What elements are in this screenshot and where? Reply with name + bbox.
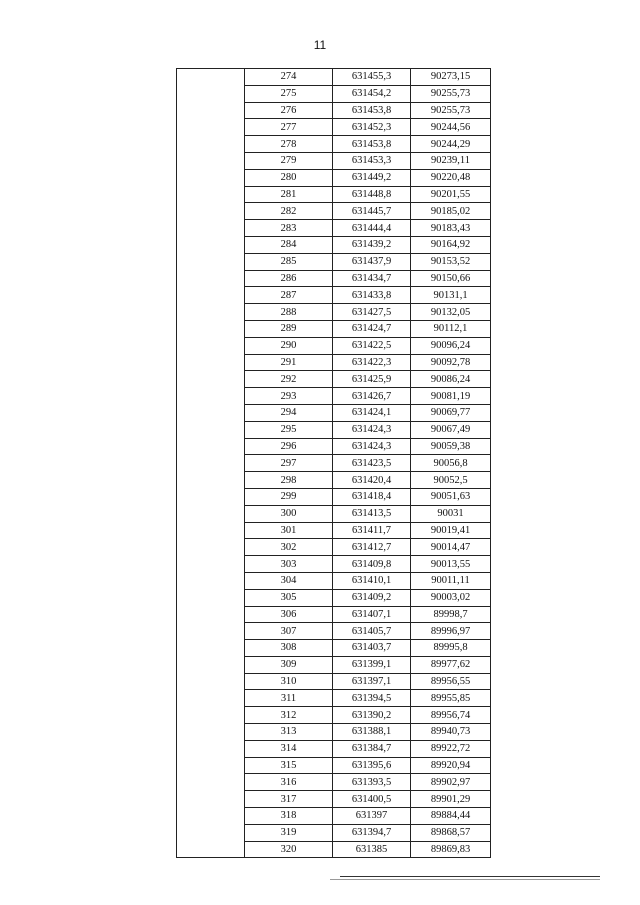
y-coordinate-cell: 89902,97: [411, 774, 491, 791]
x-coordinate-cell: 631397,1: [333, 673, 411, 690]
point-number-cell: 286: [245, 270, 333, 287]
y-coordinate-cell: 89977,62: [411, 656, 491, 673]
y-coordinate-cell: 89955,85: [411, 690, 491, 707]
x-coordinate-cell: 631426,7: [333, 388, 411, 405]
x-coordinate-cell: 631393,5: [333, 774, 411, 791]
x-coordinate-cell: 631425,9: [333, 371, 411, 388]
y-coordinate-cell: 89996,97: [411, 623, 491, 640]
point-number-cell: 304: [245, 572, 333, 589]
point-number-cell: 300: [245, 505, 333, 522]
y-coordinate-cell: 90056,8: [411, 455, 491, 472]
point-number-cell: 303: [245, 556, 333, 573]
x-coordinate-cell: 631445,7: [333, 203, 411, 220]
x-coordinate-cell: 631412,7: [333, 539, 411, 556]
y-coordinate-cell: 90096,24: [411, 337, 491, 354]
x-coordinate-cell: 631444,4: [333, 220, 411, 237]
y-coordinate-cell: 89869,83: [411, 841, 491, 858]
x-coordinate-cell: 631394,5: [333, 690, 411, 707]
y-coordinate-cell: 90150,66: [411, 270, 491, 287]
point-number-cell: 279: [245, 152, 333, 169]
y-coordinate-cell: 90220,48: [411, 169, 491, 186]
y-coordinate-cell: 90019,41: [411, 522, 491, 539]
point-number-cell: 320: [245, 841, 333, 858]
point-number-cell: 275: [245, 85, 333, 102]
point-number-cell: 281: [245, 186, 333, 203]
point-number-cell: 285: [245, 253, 333, 270]
table-row: [177, 69, 491, 86]
point-number-cell: 278: [245, 136, 333, 153]
point-number-cell: 294: [245, 404, 333, 421]
y-coordinate-cell: 90069,77: [411, 404, 491, 421]
y-coordinate-cell: 90183,43: [411, 220, 491, 237]
y-coordinate-cell: 90067,49: [411, 421, 491, 438]
point-number-cell: 277: [245, 119, 333, 136]
x-coordinate-cell: 631400,5: [333, 791, 411, 808]
point-number-cell: 314: [245, 740, 333, 757]
point-number-cell: 292: [245, 371, 333, 388]
x-coordinate-cell: 631452,3: [333, 119, 411, 136]
y-coordinate-cell: 90052,5: [411, 472, 491, 489]
x-coordinate-cell: 631454,2: [333, 85, 411, 102]
y-coordinate-cell: 89940,73: [411, 724, 491, 741]
x-coordinate-cell: 631424,3: [333, 421, 411, 438]
y-coordinate-cell: 90013,55: [411, 556, 491, 573]
point-number-cell: 282: [245, 203, 333, 220]
merged-label-cell: [177, 69, 245, 858]
x-coordinate-cell: 631424,7: [333, 320, 411, 337]
point-number-cell: 280: [245, 169, 333, 186]
x-coordinate-cell: 631390,2: [333, 707, 411, 724]
point-number-cell: 301: [245, 522, 333, 539]
point-number-cell: 295: [245, 421, 333, 438]
footer-rule: [340, 876, 600, 877]
point-number-cell: 313: [245, 724, 333, 741]
x-coordinate-cell: 631388,1: [333, 724, 411, 741]
y-coordinate-cell: 90092,78: [411, 354, 491, 371]
x-coordinate-cell: 631423,5: [333, 455, 411, 472]
y-coordinate-cell: 90031: [411, 505, 491, 522]
point-number-cell: 309: [245, 656, 333, 673]
x-coordinate-cell: 631403,7: [333, 640, 411, 657]
x-coordinate-cell: 631422,5: [333, 337, 411, 354]
y-coordinate-cell: 89995,8: [411, 640, 491, 657]
y-coordinate-cell: 90051,63: [411, 488, 491, 505]
x-coordinate-cell: 631411,7: [333, 522, 411, 539]
x-coordinate-cell: 631424,3: [333, 438, 411, 455]
x-coordinate-cell: 631384,7: [333, 740, 411, 757]
y-coordinate-cell: 89956,74: [411, 707, 491, 724]
x-coordinate-cell: 631405,7: [333, 623, 411, 640]
point-number-cell: 307: [245, 623, 333, 640]
x-coordinate-cell: 631424,1: [333, 404, 411, 421]
coordinates-table-body: [177, 69, 491, 858]
point-number-cell: 305: [245, 589, 333, 606]
point-number-cell: 311: [245, 690, 333, 707]
point-number-cell: 302: [245, 539, 333, 556]
point-number-cell: 289: [245, 320, 333, 337]
x-coordinate-cell: 631420,4: [333, 472, 411, 489]
y-coordinate-cell: 89998,7: [411, 606, 491, 623]
x-coordinate-cell: 631409,2: [333, 589, 411, 606]
x-coordinate-cell: 631385: [333, 841, 411, 858]
y-coordinate-cell: 90112,1: [411, 320, 491, 337]
point-number-cell: 298: [245, 472, 333, 489]
point-number-cell: 319: [245, 824, 333, 841]
point-number-cell: 317: [245, 791, 333, 808]
y-coordinate-cell: 90239,11: [411, 152, 491, 169]
x-coordinate-cell: 631433,8: [333, 287, 411, 304]
y-coordinate-cell: 90164,92: [411, 236, 491, 253]
y-coordinate-cell: 89920,94: [411, 757, 491, 774]
y-coordinate-cell: 90011,11: [411, 572, 491, 589]
point-number-cell: 283: [245, 220, 333, 237]
point-number-cell: 276: [245, 102, 333, 119]
y-coordinate-cell: 90185,02: [411, 203, 491, 220]
page-number: 11: [313, 38, 327, 52]
x-coordinate-cell: 631455,3: [333, 69, 411, 86]
point-number-cell: 291: [245, 354, 333, 371]
point-number-cell: 315: [245, 757, 333, 774]
point-number-cell: 316: [245, 774, 333, 791]
y-coordinate-cell: 90014,47: [411, 539, 491, 556]
y-coordinate-cell: 89901,29: [411, 791, 491, 808]
x-coordinate-cell: 631453,8: [333, 102, 411, 119]
point-number-cell: 306: [245, 606, 333, 623]
point-number-cell: 310: [245, 673, 333, 690]
y-coordinate-cell: 89884,44: [411, 808, 491, 825]
x-coordinate-cell: 631399,1: [333, 656, 411, 673]
y-coordinate-cell: 90081,19: [411, 388, 491, 405]
point-number-cell: 296: [245, 438, 333, 455]
x-coordinate-cell: 631453,3: [333, 152, 411, 169]
x-coordinate-cell: 631449,2: [333, 169, 411, 186]
x-coordinate-cell: 631422,3: [333, 354, 411, 371]
y-coordinate-cell: 90003,02: [411, 589, 491, 606]
point-number-cell: 308: [245, 640, 333, 657]
point-number-cell: 290: [245, 337, 333, 354]
y-coordinate-cell: 90086,24: [411, 371, 491, 388]
point-number-cell: 318: [245, 808, 333, 825]
y-coordinate-cell: 90132,05: [411, 304, 491, 321]
point-number-cell: 299: [245, 488, 333, 505]
x-coordinate-cell: 631418,4: [333, 488, 411, 505]
point-number-cell: 312: [245, 707, 333, 724]
y-coordinate-cell: 89956,55: [411, 673, 491, 690]
x-coordinate-cell: 631413,5: [333, 505, 411, 522]
coordinates-table: [176, 68, 491, 858]
point-number-cell: 293: [245, 388, 333, 405]
x-coordinate-cell: 631434,7: [333, 270, 411, 287]
y-coordinate-cell: 89922,72: [411, 740, 491, 757]
y-coordinate-cell: 90244,56: [411, 119, 491, 136]
y-coordinate-cell: 90131,1: [411, 287, 491, 304]
x-coordinate-cell: 631407,1: [333, 606, 411, 623]
y-coordinate-cell: 90255,73: [411, 102, 491, 119]
y-coordinate-cell: 90153,52: [411, 253, 491, 270]
point-number-cell: 288: [245, 304, 333, 321]
point-number-cell: 297: [245, 455, 333, 472]
point-number-cell: 274: [245, 69, 333, 86]
x-coordinate-cell: 631409,8: [333, 556, 411, 573]
x-coordinate-cell: 631397: [333, 808, 411, 825]
y-coordinate-cell: 90201,55: [411, 186, 491, 203]
x-coordinate-cell: 631394,7: [333, 824, 411, 841]
x-coordinate-cell: 631439,2: [333, 236, 411, 253]
y-coordinate-cell: 90255,73: [411, 85, 491, 102]
y-coordinate-cell: 90244,29: [411, 136, 491, 153]
x-coordinate-cell: 631395,6: [333, 757, 411, 774]
x-coordinate-cell: 631410,1: [333, 572, 411, 589]
point-number-cell: 287: [245, 287, 333, 304]
point-number-cell: 284: [245, 236, 333, 253]
y-coordinate-cell: 90059,38: [411, 438, 491, 455]
x-coordinate-cell: 631448,8: [333, 186, 411, 203]
y-coordinate-cell: 89868,57: [411, 824, 491, 841]
x-coordinate-cell: 631453,8: [333, 136, 411, 153]
footer-rule-secondary: [330, 879, 600, 880]
x-coordinate-cell: 631437,9: [333, 253, 411, 270]
x-coordinate-cell: 631427,5: [333, 304, 411, 321]
y-coordinate-cell: 90273,15: [411, 69, 491, 86]
